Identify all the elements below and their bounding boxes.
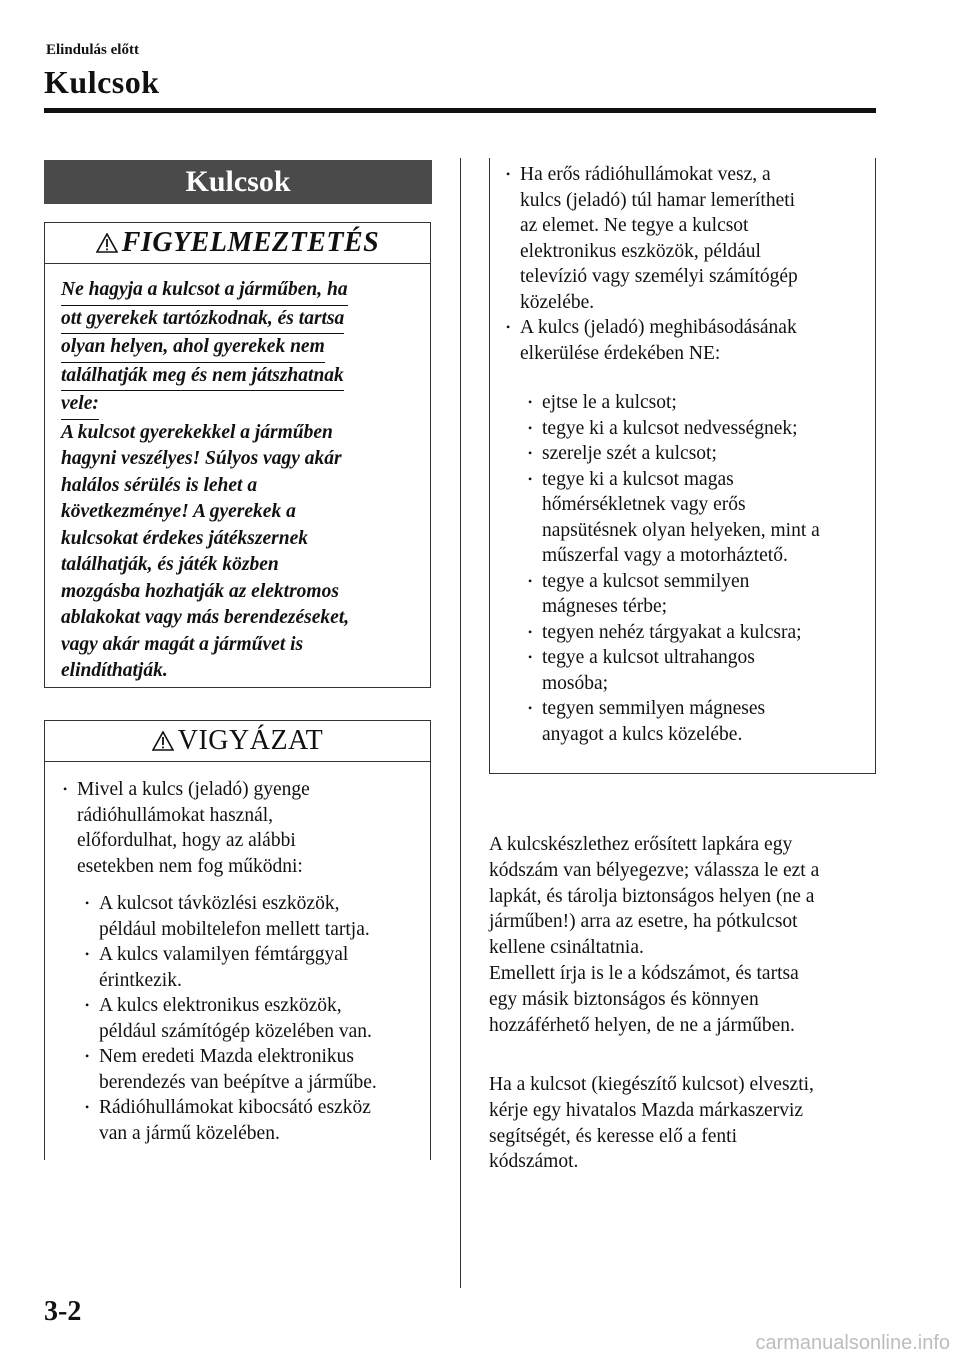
warning-triangle-icon xyxy=(152,731,174,751)
section-banner xyxy=(44,160,432,204)
warning-line: következménye! A gyerekek a xyxy=(61,501,296,522)
warning-title: FIGYELMEZTETÉS xyxy=(121,227,380,258)
warning-underlined-line: ott gyerekek tartózkodnak, és tartsa xyxy=(61,306,411,335)
keycode-paragraph: A kulcskészlethez erősített lapkára egy kódszám van bélyegezve; válassza le ezt a lapkát, és tárolja biztonságos helyen (ne a járműben!) arra az esetre, ha pótkulcsot kellene csináltatnia. Emellett írja is le a kódszámot, és tartsa egy másik biztonságos és könnyen hozzáférhető helyen, de ne a járműben. xyxy=(489,834,820,1036)
list-item: • tegyen semmilyen mágneses anyagot a kulcs közelébe. xyxy=(526,696,871,747)
watermark: carmanualsonline.info xyxy=(755,1332,950,1354)
warning-line: kulcsokat érdekes játékszernek xyxy=(61,527,308,549)
warning-header xyxy=(45,223,430,264)
warning-underlined-line: találhatják meg és nem játszhatnak xyxy=(61,363,411,392)
warning-box xyxy=(44,222,431,688)
warning-line: találhatják, és játék közben xyxy=(61,554,279,575)
warning-underlined-line: olyan helyen, ahol gyerekek nem xyxy=(61,334,411,363)
list-item: • Nem eredeti Mazda elektronikus berendezés van beépítve a járműbe. xyxy=(83,1044,423,1095)
list-item: • tegyen nehéz tárgyakat a kulcsra; xyxy=(526,620,871,646)
warning-underlined-line: vele: xyxy=(61,391,411,420)
title-rule xyxy=(44,108,876,113)
warning-underlined-line: Ne hagyja a kulcsot a járműben, ha xyxy=(61,277,411,306)
warning-line: A kulcsot gyerekekkel a járműben xyxy=(61,421,333,443)
list-item: • A kulcs elektronikus eszközök, például számítógép közelében van. xyxy=(83,993,423,1044)
list-item: • Rádióhullámokat kibocsátó eszköz van a jármű közelében. xyxy=(83,1095,423,1146)
warning-line: ablakokat vagy más berendezéseket, xyxy=(61,607,350,628)
list-item: • A kulcs (jeladó) meghibásodásának elkerülése érdekében NE: xyxy=(504,315,864,366)
list-item: • tegye a kulcsot semmilyen mágneses térbe; xyxy=(526,569,871,620)
list-item: • tegye ki a kulcsot nedvességnek; xyxy=(526,416,871,442)
page-title: Kulcsok xyxy=(44,64,160,100)
breadcrumb: Elindulás előtt xyxy=(46,42,139,58)
warning-line: elindíthatják. xyxy=(61,660,168,681)
caution-title: VIGYÁZAT xyxy=(177,725,324,756)
caution-box xyxy=(44,720,431,1160)
warning-line: vagy akár magát a járművet is xyxy=(61,633,304,655)
list-item: • tegye a kulcsot ultrahangos mosóba; xyxy=(526,645,871,696)
section-title: Kulcsok xyxy=(185,165,291,198)
caution-header xyxy=(45,721,430,762)
caution-intro: • Mivel a kulcs (jeladó) gyenge rádióhullámokat használ, előfordulhat, hogy az alábbi esetekben nem fog működni: xyxy=(61,777,427,879)
caution-continued-box xyxy=(489,158,876,774)
list-item: • ejtse le a kulcsot; xyxy=(526,390,871,416)
list-item: • A kulcs valamilyen fémtárggyal érintkezik. xyxy=(83,942,423,993)
caution-sublist xyxy=(526,390,871,747)
warning-triangle-icon xyxy=(96,233,118,253)
list-item: • tegye ki a kulcsot magas hőmérsékletnek vagy erős napsütésnek olyan helyeken, mint a műszerfal vagy a motorháztető. xyxy=(526,467,871,569)
column-divider xyxy=(460,158,461,1288)
list-item: • Ha erős rádióhullámokat vesz, a kulcs (jeladó) túl hamar lemerítheti az elemet. Ne tegye a kulcsot elektronikus eszközök, például televízió vagy személyi számítógép közelébe. xyxy=(504,162,864,315)
warning-line: halálos sérülés is lehet a xyxy=(61,474,258,496)
list-item: • A kulcsot távközlési eszközök, például mobiltelefon mellett tartja. xyxy=(83,891,423,942)
list-item: • szerelje szét a kulcsot; xyxy=(526,441,871,467)
warning-line: mozgásba hozhatják az elektromos xyxy=(61,580,339,602)
caution-list xyxy=(83,891,423,1146)
caution-bullets xyxy=(504,162,864,366)
warning-text xyxy=(61,277,411,685)
page-number: 3-2 xyxy=(44,1296,82,1327)
warning-line: hagyni veszélyes! Súlyos vagy akár xyxy=(61,448,342,469)
lost-key-paragraph: Ha a kulcsot (kiegészítő kulcsot) elveszti, kérje egy hivatalos Mazda márkaszerviz segítségét, és keresse elő a fenti kódszámot. xyxy=(489,1074,814,1173)
